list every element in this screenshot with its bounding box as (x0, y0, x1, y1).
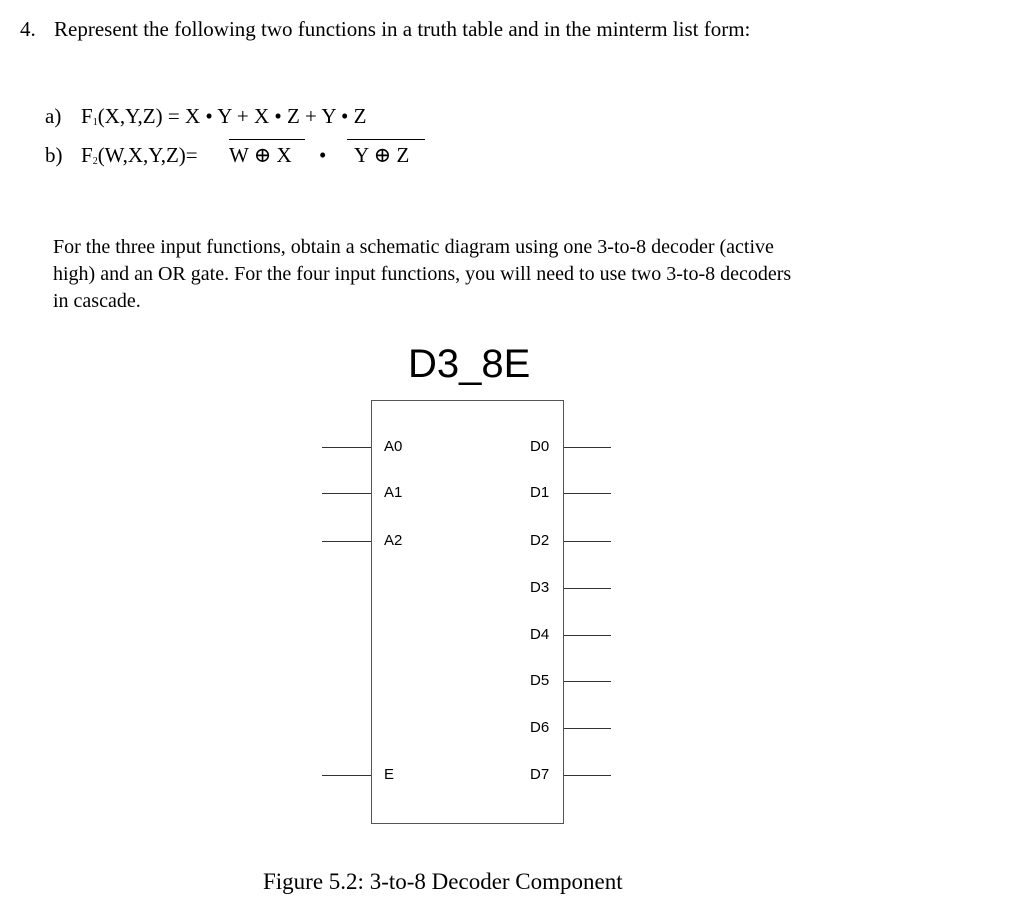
pin-d3-label: D3 (530, 579, 550, 596)
function-a-expression: = X • Y + X • Z + Y • Z (167, 104, 367, 128)
pin-d2-label: D2 (530, 532, 550, 549)
figure-caption (263, 869, 623, 895)
function-a-args: (X,Y,Z) (97, 104, 163, 128)
term2-overline (347, 139, 425, 140)
output-wire-d4 (564, 635, 611, 636)
pin-d4-label: D4 (530, 626, 550, 643)
pin-e-label: E (384, 766, 395, 783)
question-text: Represent the following two functions in a truth table and in the minterm list form: (54, 17, 751, 41)
function-b (45, 143, 198, 168)
pin-d1-label: D1 (530, 484, 550, 501)
pin-d0-label: D0 (530, 438, 550, 455)
input-wire-a2 (322, 541, 371, 542)
function-a-name: F (81, 104, 93, 128)
figure-caption-label: Figure 5.2: (263, 869, 364, 894)
function-b-term1: W ⊕ X (229, 143, 292, 167)
paragraph-line-1: For the three input functions, obtain a schematic diagram using one 3-to-8 decoder (active (53, 236, 774, 258)
question-number: 4. (20, 17, 36, 41)
function-b-operator: • (319, 143, 327, 167)
function-b-args: (W,X,Y,Z)= (97, 143, 198, 167)
pin-d7-label: D7 (530, 766, 550, 783)
output-wire-d2 (564, 541, 611, 542)
output-wire-d6 (564, 728, 611, 729)
instructions-paragraph (53, 234, 921, 315)
term1-overline (229, 139, 305, 140)
output-wire-d0 (564, 447, 611, 448)
function-a-label: a) (45, 104, 62, 128)
pin-d6-label: D6 (530, 719, 550, 736)
paragraph-line-2: high) and an OR gate. For the four input functions, you will need to use two 3-to-8 decoders (53, 263, 792, 285)
pin-d5-label: D5 (530, 672, 550, 689)
output-wire-d5 (564, 681, 611, 682)
input-wire-a0 (322, 447, 371, 448)
output-wire-d3 (564, 588, 611, 589)
decoder-box (371, 400, 564, 824)
component-title: D3_8E (408, 342, 531, 386)
function-a-subscript: 1 (92, 117, 98, 128)
pin-a1-label: A1 (384, 484, 403, 501)
input-wire-e (322, 775, 371, 776)
function-b-label: b) (45, 143, 63, 167)
input-wire-a1 (322, 493, 371, 494)
pin-a2-label: A2 (384, 532, 403, 549)
output-wire-d7 (564, 775, 611, 776)
function-b-subscript: 2 (92, 156, 98, 167)
figure-caption-text: 3-to-8 Decoder Component (363, 869, 623, 894)
function-b-name: F (81, 143, 93, 167)
function-b-term2: Y ⊕ Z (354, 143, 410, 167)
pin-a0-label: A0 (384, 438, 403, 455)
question-heading (20, 17, 750, 42)
output-wire-d1 (564, 493, 611, 494)
paragraph-line-3: in cascade. (53, 290, 141, 312)
function-a (45, 104, 366, 129)
